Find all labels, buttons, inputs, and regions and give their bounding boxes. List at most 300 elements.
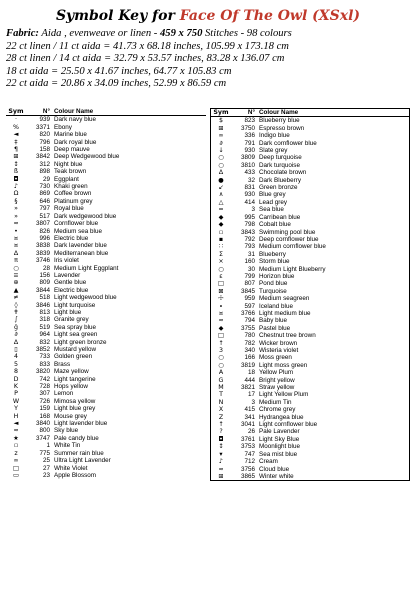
table-row (6, 346, 206, 353)
row-colour-name: Mimosa yellow (54, 397, 96, 405)
row-colour-name: Cobalt blue (259, 221, 291, 229)
row-colour-name: Slate grey (259, 147, 288, 155)
row-symbol: 3 (218, 347, 223, 354)
size-28ct-linen: 28 ct linen / 14 ct aida = 32.79 x 53.57 inches, 83.28 x 136.07 cm (6, 53, 285, 65)
row-symbol: ∞ (13, 457, 19, 465)
row-symbol: ↙ (218, 184, 224, 192)
row-symbol: ◄ (13, 131, 19, 139)
row-colour-name: Hops yellow (54, 383, 88, 391)
row-number: 807 (244, 280, 255, 288)
row-symbol: ∂ (219, 139, 223, 147)
size-22ct-linen: 22 ct linen / 11 ct aida = 41.73 x 68.18 inches, 105.99 x 173.18 cm (6, 40, 289, 52)
row-colour-name: Dark royal blue (54, 138, 97, 146)
title-pattern-name: Face Of The Owl (XSxl) (179, 8, 361, 24)
table-row (211, 236, 409, 243)
colour-table-right (210, 108, 410, 481)
table-row (211, 243, 409, 250)
row-colour-name: Dark lavender blue (54, 242, 107, 250)
row-number: 800 (39, 427, 50, 435)
row-number: 780 (244, 332, 255, 340)
row-number: 433 (244, 169, 255, 177)
row-symbol: ○ (218, 361, 224, 369)
table-row (6, 190, 206, 197)
row-symbol: ∧ (218, 191, 224, 199)
table-row (211, 251, 409, 258)
row-symbol: □ (218, 280, 224, 288)
row-colour-name: Dark navy blue (54, 116, 96, 124)
row-number: 747 (244, 450, 255, 458)
row-number: 742 (39, 375, 50, 383)
row-colour-name: Winter white (259, 472, 294, 480)
table-row (6, 131, 206, 138)
row-colour-name: Summer rain blue (54, 449, 104, 457)
row-colour-name: Medium seagreen (259, 295, 310, 303)
row-colour-name: Cream (259, 458, 278, 466)
row-number: 444 (244, 376, 255, 384)
row-number: 869 (39, 190, 50, 198)
row-number: 820 (39, 131, 50, 139)
table-row (211, 295, 409, 302)
row-number: 3819 (240, 361, 255, 369)
row-number: 312 (39, 160, 50, 168)
row-colour-name: Deep turquoise (259, 154, 302, 162)
row-colour-name: Night blue (54, 160, 83, 168)
row-symbol: □ (218, 332, 224, 340)
row-colour-name: Storm blue (259, 258, 290, 266)
row-symbol: K (13, 383, 19, 391)
table-row (211, 177, 409, 184)
row-symbol: § (14, 197, 18, 205)
row-colour-name: Lemon (54, 390, 74, 398)
row-symbol: 5 (13, 360, 18, 368)
row-symbol: ◘ (13, 175, 19, 183)
row-number: 3 (251, 398, 255, 406)
row-number: 3746 (35, 257, 50, 265)
row-number: 3865 (240, 472, 255, 480)
row-colour-name: Cornflower blue (54, 220, 99, 228)
table-row (211, 140, 409, 147)
stitch-count: 459 x 750 (159, 28, 203, 39)
row-colour-name: Pale candy blue (54, 434, 99, 442)
row-symbol: ♪ (13, 183, 19, 191)
row-symbol: ✝ (13, 308, 19, 316)
row-number: 318 (39, 316, 50, 324)
row-colour-name: Light turquoise (54, 301, 96, 309)
row-symbol: × (218, 258, 224, 266)
row-colour-name: Medium cornflower blue (259, 243, 326, 251)
row-colour-name: Light moss green (259, 361, 308, 369)
row-symbol: · (14, 116, 17, 124)
row-symbol: ∂ (14, 331, 18, 339)
row-symbol: ● (218, 176, 224, 184)
row-symbol: ▪ (218, 235, 224, 243)
row-number: 3820 (35, 368, 50, 376)
row-symbol: ○ (13, 264, 19, 272)
table-row (211, 421, 409, 428)
row-number: 3839 (35, 249, 50, 257)
row-symbol: ○ (218, 354, 224, 362)
row-number: 792 (244, 235, 255, 243)
row-number: 28 (42, 264, 50, 272)
row-number: 3750 (240, 124, 255, 132)
row-symbol: ß (14, 168, 18, 176)
table-row (6, 272, 206, 279)
table-row (211, 473, 409, 480)
row-number: 796 (39, 138, 50, 146)
row-colour-name: Chestnut tree brown (259, 332, 316, 340)
row-number: 996 (39, 234, 50, 242)
row-number: 793 (244, 243, 255, 251)
table-row (211, 214, 409, 221)
row-colour-name: Light tangerine (54, 375, 96, 383)
row-number: 939 (39, 116, 50, 124)
row-number: 712 (244, 458, 255, 466)
row-symbol: M (218, 384, 224, 392)
row-symbol: ▭ (13, 471, 19, 479)
table-row (211, 340, 409, 347)
table-row (211, 310, 409, 317)
table-row (211, 147, 409, 154)
row-colour-name: Turquoise (259, 287, 287, 295)
row-colour-name: Hydrangea blue (259, 413, 304, 421)
row-symbol: % (13, 123, 19, 131)
row-symbol: ¶ (13, 146, 18, 154)
row-colour-name: Light medium blue (259, 309, 311, 317)
fabric-info (6, 28, 410, 91)
header-sym: Sym (8, 108, 24, 115)
row-colour-name: Moonlight blue (259, 443, 300, 451)
row-colour-name: Light blue (54, 308, 82, 316)
row-symbol: P (14, 390, 18, 398)
row-colour-name: Light sea green (54, 331, 98, 339)
table-row (6, 398, 206, 405)
row-number: 3845 (240, 287, 255, 295)
fabric-label: Fabric: (6, 28, 39, 39)
row-colour-name: Lead grey (259, 198, 288, 206)
row-colour-name: Blueberry blue (259, 117, 300, 125)
row-colour-name: Ebony (54, 123, 72, 131)
row-symbol: ↕ (218, 443, 224, 451)
row-symbol: ▫ (218, 228, 224, 236)
row-colour-name: Sea mist blue (259, 450, 298, 458)
row-symbol: ¤ (13, 242, 18, 250)
table-row (6, 361, 206, 368)
table-row (6, 183, 206, 190)
row-symbol: □ (13, 464, 19, 472)
table-row (211, 362, 409, 369)
row-colour-name: Platinum grey (54, 197, 93, 205)
table-row (211, 221, 409, 228)
row-number: 826 (39, 227, 50, 235)
row-symbol: Y (14, 405, 18, 413)
row-number: 794 (244, 317, 255, 325)
row-symbol: ◄ (13, 420, 19, 428)
row-colour-name: Mediterranean blue (54, 249, 109, 257)
table-row (211, 369, 409, 376)
row-colour-name: Brass (54, 360, 71, 368)
row-number: 25 (42, 457, 50, 465)
row-number: 3810 (240, 161, 255, 169)
row-number: 3842 (35, 153, 50, 161)
table-row (6, 250, 206, 257)
row-number: 799 (244, 272, 255, 280)
row-number: 831 (244, 184, 255, 192)
row-symbol: ★ (13, 434, 19, 442)
row-colour-name: Horizon blue (259, 272, 295, 280)
row-number: 823 (244, 117, 255, 125)
row-colour-name: Dark cornflower blue (259, 139, 317, 147)
row-colour-name: Iceland blue (259, 302, 293, 310)
table-row (211, 117, 409, 124)
row-symbol: ⊠ (218, 287, 224, 295)
row-number: 726 (39, 397, 50, 405)
table-row (211, 384, 409, 391)
header-name: Colour Name (259, 109, 299, 116)
row-colour-name: Lavender (54, 271, 81, 279)
fabric-text: Aida , evenweave or linen - (38, 28, 160, 39)
row-number: 3809 (240, 154, 255, 162)
row-symbol: ≈ (218, 317, 224, 325)
row-number: 782 (244, 339, 255, 347)
table-row (211, 406, 409, 413)
row-colour-name: Electric blue (54, 286, 89, 294)
row-symbol: ◆ (218, 221, 224, 229)
table-row (211, 451, 409, 458)
row-symbol: ○ (218, 154, 224, 162)
table-row (6, 176, 206, 183)
table-row (211, 399, 409, 406)
row-number: 23 (42, 471, 50, 479)
row-symbol: ¤ (13, 234, 18, 242)
row-symbol: ▯ (14, 346, 18, 353)
row-symbol: ⊞ (218, 124, 224, 132)
row-symbol: ○ (218, 265, 224, 273)
row-number: 3755 (240, 324, 255, 332)
row-colour-name: Blue grey (259, 191, 286, 199)
table-row (6, 324, 206, 331)
row-symbol: ∫ (14, 316, 18, 324)
row-number: 597 (244, 302, 255, 310)
row-number: 3041 (240, 421, 255, 429)
row-symbol: ⊞ (13, 153, 19, 161)
row-colour-name: Iris violet (54, 257, 79, 265)
row-number: 517 (39, 212, 50, 220)
row-colour-name: Teak brown (54, 168, 87, 176)
table-row (6, 161, 206, 168)
row-number: 728 (39, 383, 50, 391)
row-number: 730 (39, 183, 50, 191)
row-colour-name: Granite grey (54, 316, 89, 324)
colour-table-left (6, 108, 206, 479)
table-row (6, 235, 206, 242)
table-row (6, 442, 206, 449)
row-number: 168 (39, 412, 50, 420)
table-row (211, 443, 409, 450)
row-symbol: ▫ (13, 442, 19, 450)
row-number: 18 (247, 369, 255, 377)
row-number: 775 (39, 449, 50, 457)
table-row (6, 198, 206, 205)
key-title (0, 8, 416, 24)
row-number: 166 (244, 354, 255, 362)
stitch-text: Stitches - 98 colours (202, 28, 292, 39)
row-colour-name: Light Sky Blue (259, 435, 300, 443)
row-number: 158 (39, 146, 50, 154)
table-row (6, 450, 206, 457)
table-row (211, 229, 409, 236)
row-number: 3756 (240, 465, 255, 473)
table-row (211, 199, 409, 206)
row-colour-name: Sky blue (54, 427, 79, 435)
row-symbol: ? (219, 428, 223, 436)
table-row (211, 317, 409, 324)
row-number: 809 (39, 279, 50, 287)
table-row (6, 435, 206, 442)
row-colour-name: Light blue grey (54, 405, 96, 413)
row-number: 3840 (35, 420, 50, 428)
table-row (6, 265, 206, 272)
row-number: 518 (39, 294, 50, 302)
row-number: 813 (39, 308, 50, 316)
row-symbol: X (218, 406, 224, 414)
table-row (211, 332, 409, 339)
row-number: 3766 (240, 309, 255, 317)
row-number: 791 (244, 139, 255, 147)
table-row (211, 191, 409, 198)
row-number: 29 (42, 175, 50, 183)
row-colour-name: Dark turquoise (259, 161, 300, 169)
table-row (211, 347, 409, 354)
table-row (211, 428, 409, 435)
table-row (6, 257, 206, 264)
row-symbol: π (14, 257, 18, 265)
row-colour-name: Royal blue (54, 205, 84, 213)
row-number: 3852 (35, 346, 50, 353)
row-symbol: ▾ (219, 450, 223, 458)
table-row (6, 353, 206, 360)
row-colour-name: Deep Wedgewood blue (54, 153, 120, 161)
table-row (6, 390, 206, 397)
table-row (211, 273, 409, 280)
table-row (211, 280, 409, 287)
table-row (211, 132, 409, 139)
row-colour-name: Cloud blue (259, 465, 290, 473)
row-colour-name: Mouse grey (54, 412, 87, 420)
row-number: 3838 (35, 242, 50, 250)
table-row (6, 228, 206, 235)
row-number: 3844 (35, 286, 50, 294)
row-symbol: D (13, 375, 19, 383)
row-symbol: » (14, 212, 18, 220)
row-symbol: ∙ (219, 302, 223, 310)
table-row (211, 288, 409, 295)
row-symbol: G (218, 376, 224, 384)
table-row (6, 368, 206, 375)
row-symbol: ◆ (218, 324, 224, 332)
row-colour-name: Golden green (54, 353, 93, 361)
row-number: 832 (39, 338, 50, 346)
row-symbol: W (12, 397, 20, 405)
row-number: 3821 (240, 384, 255, 392)
table-header (6, 108, 206, 116)
row-colour-name: Baby blue (259, 317, 288, 325)
row-colour-name: Wisteria violet (259, 347, 299, 354)
row-colour-name: Blueberry (259, 250, 286, 258)
size-22ct-aida: 22 ct aida = 20.86 x 34.09 inches, 52.99 x 86.59 cm (6, 78, 227, 90)
row-symbol: ↓ (218, 147, 224, 155)
table-row (211, 169, 409, 176)
row-colour-name: Electric blue (54, 234, 89, 242)
table-row (211, 206, 409, 213)
row-colour-name: Indigo blue (259, 132, 290, 140)
table-row (6, 213, 206, 220)
row-colour-name: Dark wedgewood blue (54, 212, 117, 220)
row-colour-name: Swimming pool blue (259, 228, 316, 236)
fabric-line (6, 28, 410, 41)
row-number: 30 (247, 265, 255, 273)
row-symbol: ◆ (218, 213, 224, 221)
row-number: 32 (247, 176, 255, 184)
row-colour-name: Bright yellow (259, 376, 295, 384)
row-colour-name: Pond blue (259, 280, 288, 288)
table-row (6, 139, 206, 146)
row-number: 3747 (35, 434, 50, 442)
table-row (6, 116, 206, 123)
row-symbol: ◊ (14, 301, 18, 309)
row-number: 646 (39, 197, 50, 205)
table-row (211, 154, 409, 161)
row-symbol: ğ (14, 323, 18, 331)
table-row (211, 184, 409, 191)
row-symbol: N (218, 398, 224, 406)
header-name: Colour Name (54, 108, 94, 115)
row-symbol: ☩ (218, 295, 224, 303)
row-colour-name: Light wedgewood blue (54, 294, 117, 302)
row-symbol: Ω (13, 190, 19, 198)
row-symbol: T (219, 391, 223, 399)
table-row (6, 124, 206, 131)
row-colour-name: Medium Light Blueberry (259, 265, 326, 273)
row-number: 159 (39, 405, 50, 413)
table-row (211, 436, 409, 443)
row-colour-name: Medium Tin (259, 398, 292, 406)
table-header (211, 109, 409, 117)
row-number: 959 (244, 295, 255, 303)
row-symbol: Z (218, 413, 224, 421)
row-number: 898 (39, 168, 50, 176)
row-number: 930 (244, 147, 255, 155)
row-colour-name: Sea spray blue (54, 323, 97, 331)
table-row (211, 458, 409, 465)
row-colour-name: Sea blue (259, 206, 284, 214)
table-row (211, 466, 409, 473)
row-colour-name: Dark Blueberry (259, 176, 301, 184)
table-row (6, 309, 206, 316)
table-row (6, 294, 206, 301)
row-symbol: $ (218, 117, 223, 125)
header-num: N° (42, 108, 50, 115)
table-row (6, 472, 206, 479)
table-row (6, 376, 206, 383)
table-row (6, 427, 206, 434)
row-symbol: ↑ (218, 421, 224, 429)
row-colour-name: Eggplant (54, 175, 79, 183)
row-symbol: △ (218, 198, 224, 206)
row-symbol: ▲ (13, 286, 19, 294)
table-row (211, 125, 409, 132)
table-row (6, 420, 206, 427)
row-number: 1 (46, 442, 50, 450)
